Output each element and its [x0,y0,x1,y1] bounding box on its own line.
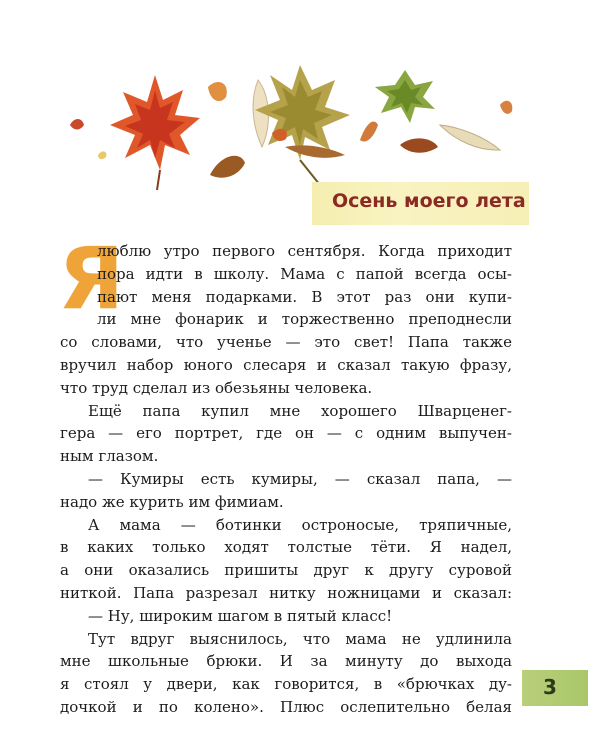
autumn-leaves-illustration [60,55,530,190]
text-line: гера — его портрет, где он — с одним выпучен- [60,424,512,443]
text-line: надо же курить им фимиам. [60,492,284,511]
text-line: ли мне фонарик и торжественно преподнесли [97,310,512,329]
text-line: вручил набор юного слесаря и сказал такую фразу, [60,355,512,374]
text-line: в каких только ходят толстые тёти. Я надел, [60,538,512,557]
text-line: пают меня подарками. В этот раз они купи- [97,287,512,306]
text-line: я стоял у двери, как говорится, в «брючках ду- [60,675,512,694]
text-line: мне школьные брюки. И за минуту до выхода [60,652,512,671]
drop-cap: Я [58,229,125,329]
text-line: люблю утро первого сентября. Когда приходит [97,242,512,260]
text-line: ниткой. Папа разрезал нитку ножницами и сказал: [60,583,512,602]
text-line: — Кумиры есть кумиры, — сказал папа, — [88,469,512,488]
text-line: — Ну, широким шагом в пятый класс! [88,606,393,625]
text-line: Ещё папа купил мне хорошего Шварценег- [88,401,512,420]
text-line: со словами, что ученье — это свет! Папа также [60,333,512,352]
text-line: А мама — ботинки остроносые, тряпичные, [88,515,512,534]
page-number: 3 [543,675,557,699]
text-line: Тут вдруг выяснилось, что мама не удлинила [88,629,512,648]
text-line: а они оказались пришиты друг к другу суровой [60,561,512,580]
text-line: что труд сделал из обезьяны человека. [60,378,373,397]
text-line: ным глазом. [60,447,159,466]
body-text [60,240,512,719]
text-line: пора идти в школу. Мама с папой всегда осы- [97,264,512,283]
chapter-title: Осень моего лета [332,190,526,212]
text-line: дочкой и по колено». Плюс ослепительно белая [60,697,512,716]
